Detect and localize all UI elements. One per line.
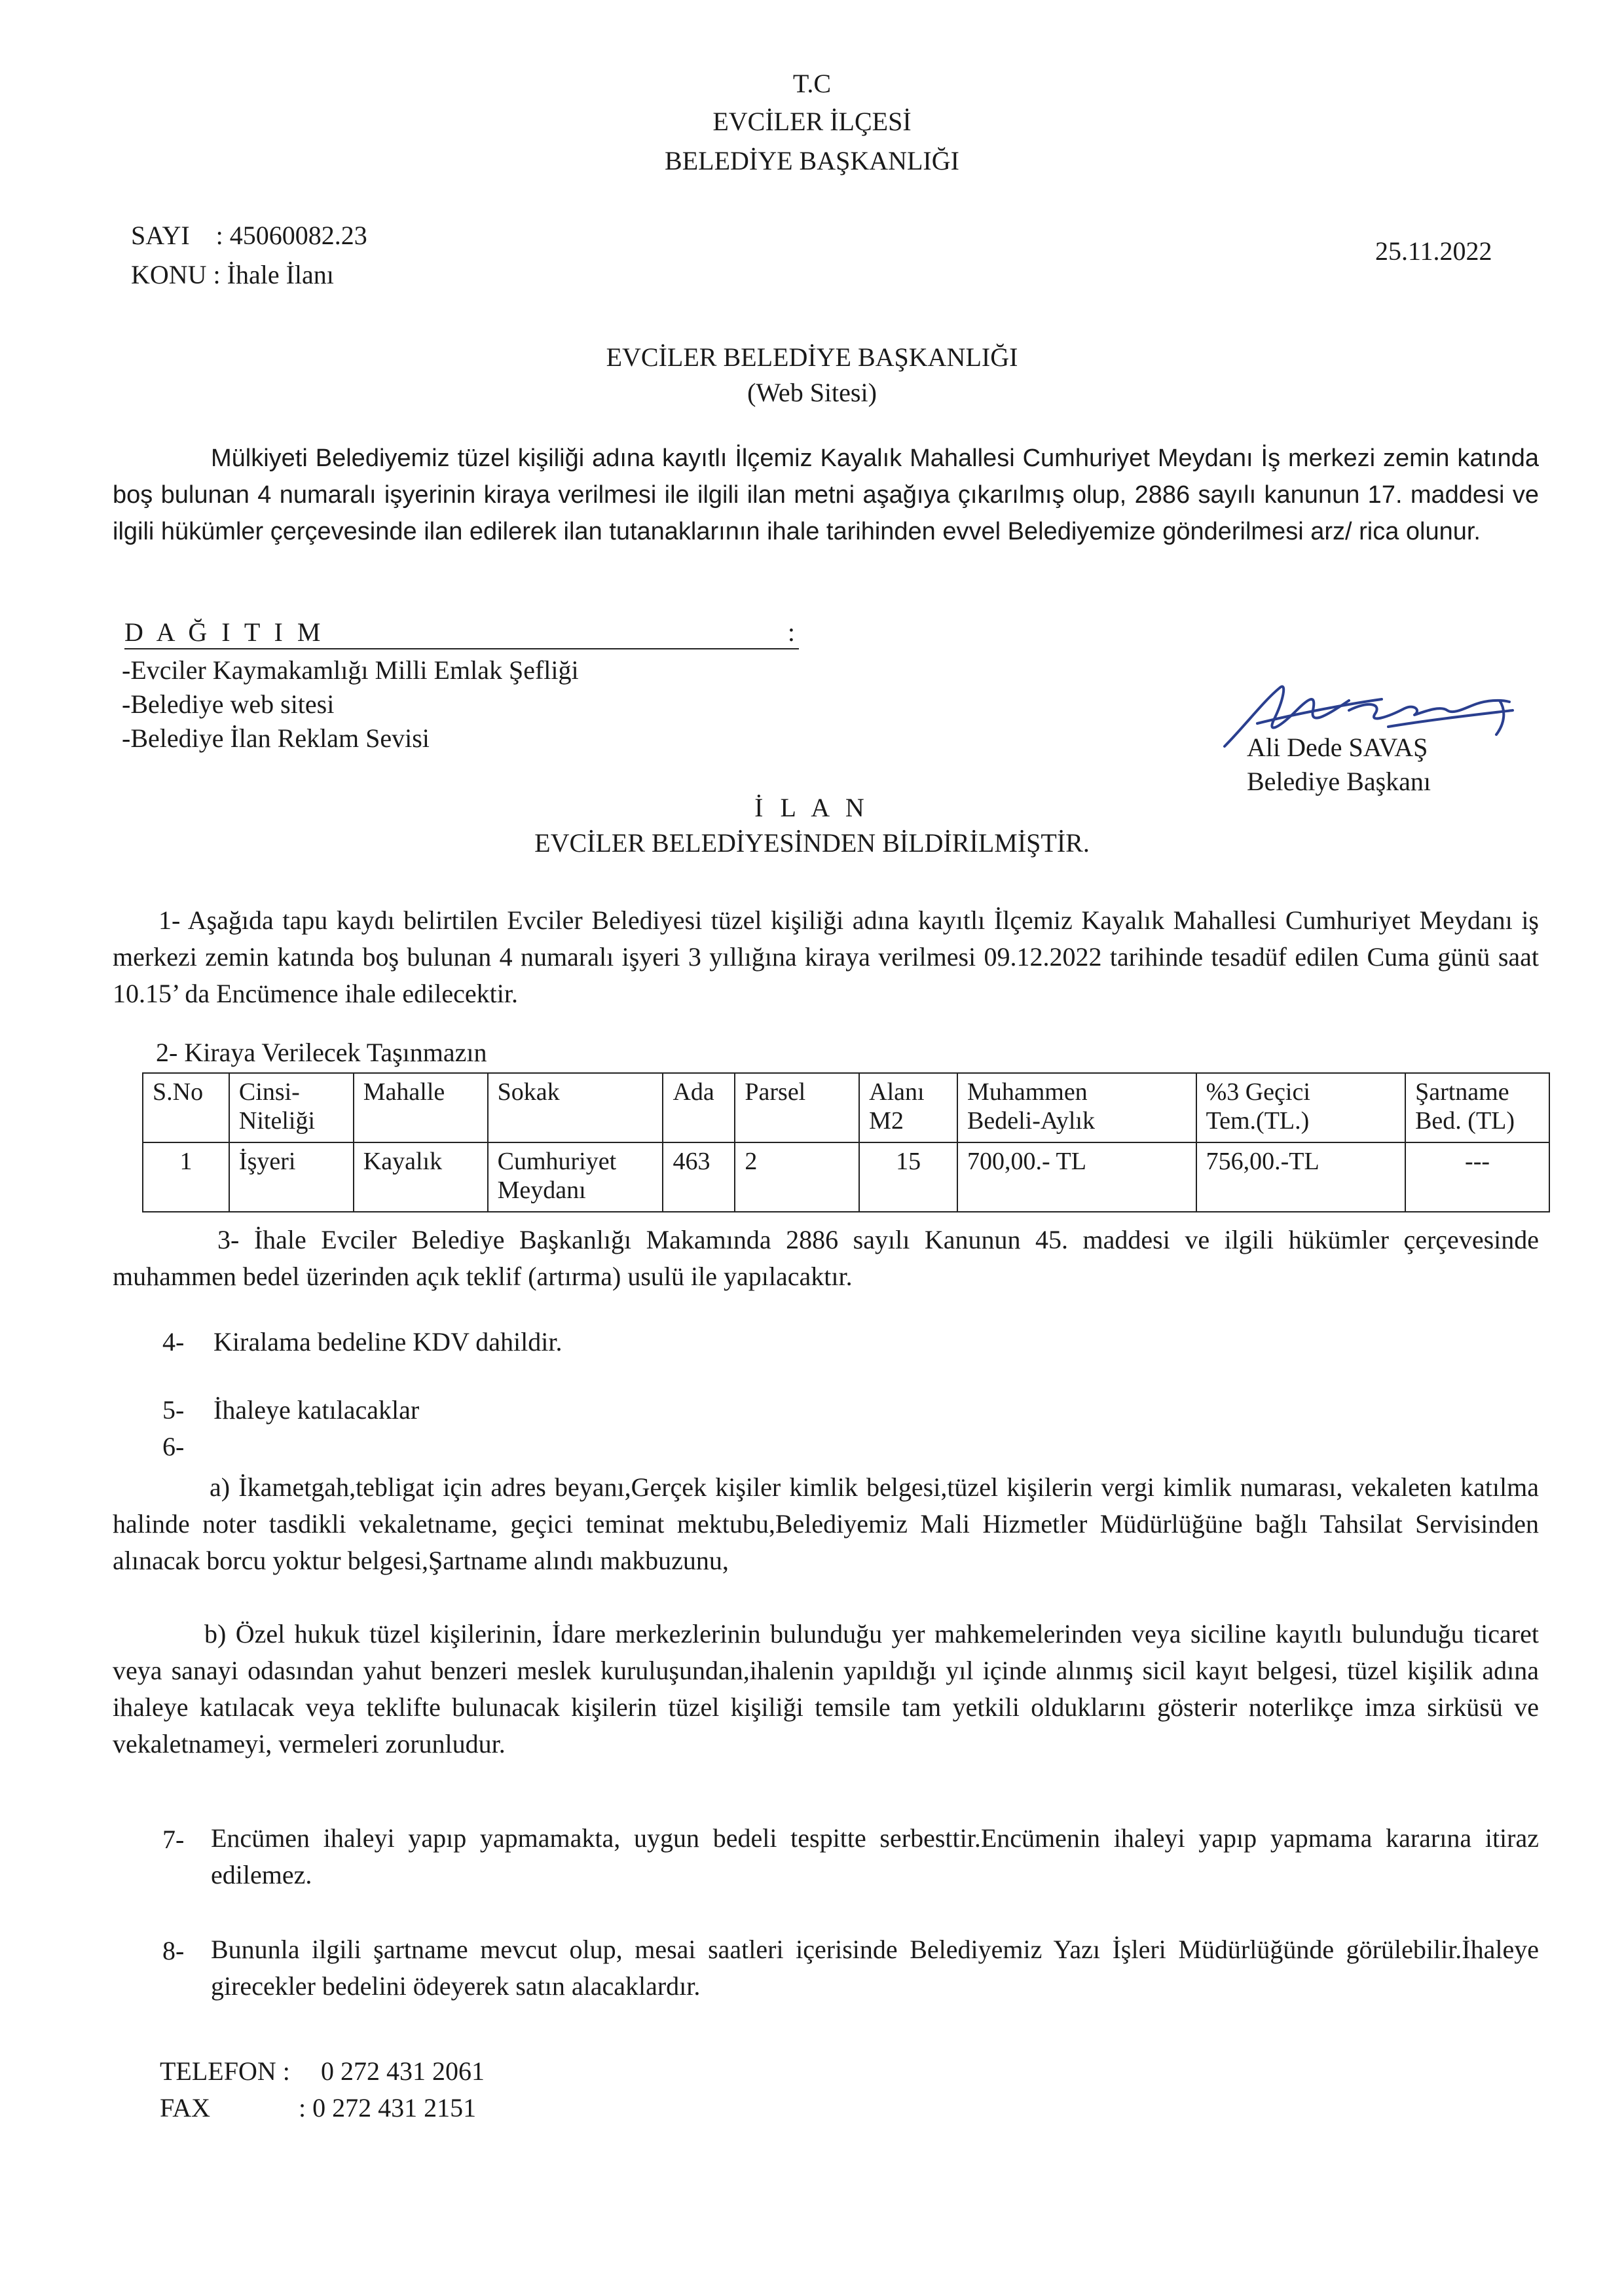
property-table bbox=[142, 1072, 1550, 1212]
cell-parsel: 2 bbox=[735, 1142, 859, 1212]
telephone-label: TELEFON : bbox=[160, 2056, 290, 2086]
cell-ada: 463 bbox=[663, 1142, 735, 1212]
col-header-alan: Alanı M2 bbox=[859, 1073, 957, 1142]
header-district: EVCİLER İLÇESİ bbox=[712, 107, 912, 136]
recipient-title: EVCİLER BELEDİYE BAŞKANLIĞI bbox=[606, 342, 1018, 372]
document-date: 25.11.2022 bbox=[1375, 236, 1492, 266]
konu-line: KONU : İhale İlanı bbox=[131, 260, 334, 289]
col-header-gecici-teminat: %3 Geçici Tem.(TL.) bbox=[1196, 1073, 1406, 1142]
col-header-sartname: Şartname Bed. (TL) bbox=[1405, 1073, 1549, 1142]
cell-sokak: Cumhuriyet Meydanı bbox=[488, 1142, 663, 1212]
item-7-number: 7- bbox=[162, 1825, 185, 1854]
item-6b-paragraph: b) Özel hukuk tüzel kişilerinin, İdare merkezlerinin bulunduğu yer mahkemelerinden veya siciline kayıtlı bulunduğu ticaret veya sanayi odasından yahut benzeri meslek kuruluşundan,ihalenin yapıldığı yıl içinde alınmış sicil kayıt belgesi, tüzel kişilik adına ihaleye katılacak veya teklifte bulunacak kişilerin tüzel kişiliği temsile tam yetkili olduklarını gösterir noterlikçe imza sirküsü ve vekaletnameyi, vermeleri zorunludur. bbox=[113, 1619, 1539, 1758]
distribution-colon: : bbox=[787, 617, 799, 647]
item-4-number: 4- bbox=[162, 1327, 185, 1357]
item-8-number: 8- bbox=[162, 1936, 185, 1965]
col-header-ada: Ada bbox=[663, 1073, 735, 1142]
cell-alan: 15 bbox=[859, 1142, 957, 1212]
distribution-heading bbox=[124, 619, 799, 649]
item-6a-paragraph: a) İkametgah,tebligat için adres beyanı,Gerçek kişiler kimlik belgesi,tüzel kişilerin vergi kimlik numarası, vekaleten katılma halinde noter tasdikli vekaletname, geçici teminat mektubu,Belediyemiz Mali Hizmetler Müdürlüğüne bağlı Tahsilat Servisinden alınacak borcu yoktur belgesi,Şartname alındı makbuzunu, bbox=[113, 1472, 1539, 1575]
item-6-number: 6- bbox=[162, 1432, 185, 1461]
recipient-subtitle: (Web Sitesi) bbox=[747, 378, 877, 407]
distribution-heading-text: D A Ğ I T I M bbox=[124, 617, 325, 647]
cell-cinsi: İşyeri bbox=[229, 1142, 354, 1212]
item-2-label: 2- Kiraya Verilecek Taşınmazın bbox=[156, 1038, 487, 1067]
item-5-text: İhaleye katılacaklar bbox=[213, 1395, 420, 1425]
col-header-cinsi: Cinsi- Niteliği bbox=[229, 1073, 354, 1142]
cell-gecici-teminat: 756,00.-TL bbox=[1196, 1142, 1406, 1212]
ilan-subheading: EVCİLER BELEDİYESİNDEN BİLDİRİLMİŞTİR. bbox=[534, 828, 1090, 858]
cell-sno: 1 bbox=[143, 1142, 229, 1212]
signatory-title: Belediye Başkanı bbox=[1247, 767, 1431, 796]
signatory-name: Ali Dede SAVAŞ bbox=[1247, 733, 1428, 762]
table-row bbox=[143, 1142, 1549, 1212]
table-header-row bbox=[143, 1073, 1549, 1142]
col-header-mahalle: Mahalle bbox=[354, 1073, 488, 1142]
item-5-number: 5- bbox=[162, 1395, 185, 1425]
intro-paragraph: Mülkiyeti Belediyemiz tüzel kişiliği adına kayıtlı İlçemiz Kayalık Mahallesi Cumhuriyet Meydanı İş merkezi zemin katında boş bulunan 4 numaralı işyerinin kiraya verilmesi ile ilgili ilan metni aşağıya çıkarılmış olup, 2886 sayılı kanunun 17. maddesi ve ilgili hükümler çerçevesinde ilan edilerek ilan tutanaklarının ihale tarihinden evvel Belediyemize gönderilmesi arz/ rica olunur. bbox=[113, 445, 1539, 545]
item-3-paragraph: 3- İhale Evciler Belediye Başkanlığı Makamında 2886 sayılı Kanunun 45. maddesi ve ilgili hükümler çerçevesinde muhammen bedel üzerinden açık teklif (artırma) usulü ile yapılacaktır. bbox=[113, 1225, 1539, 1291]
telephone-value: 0 272 431 2061 bbox=[321, 2056, 485, 2086]
item-4-text: Kiralama bedeline KDV dahildir. bbox=[213, 1327, 563, 1357]
fax-value: : 0 272 431 2151 bbox=[299, 2093, 477, 2123]
distribution-item-3: -Belediye İlan Reklam Sevisi bbox=[122, 723, 430, 753]
item-8-text: Bununla ilgili şartname mevcut olup, mesai saatleri içerisinde Belediyemiz Yazı İşleri Müdürlüğünde görülebilir.İhaleye girecekler bedelini ödeyerek satın alacaklardır. bbox=[211, 1935, 1539, 2001]
distribution-item-2: -Belediye web sitesi bbox=[122, 689, 335, 719]
sayi-line: SAYI : 45060082.23 bbox=[131, 221, 367, 250]
cell-muhammen: 700,00.- TL bbox=[957, 1142, 1196, 1212]
col-header-sokak: Sokak bbox=[488, 1073, 663, 1142]
cell-mahalle: Kayalık bbox=[354, 1142, 488, 1212]
fax-label: FAX bbox=[160, 2093, 211, 2123]
item-1-paragraph: 1- Aşağıda tapu kaydı belirtilen Evciler Belediyesi tüzel kişiliği adına kayıtlı İlçemiz Kayalık Mahallesi Cumhuriyet Meydanı iş merkezi zemin katında boş bulunan 4 numaralı işyeri 3 yıllığına kiraya verilmesi 09.12.2022 tarihinde tesadüf edilen Cuma günü saat 10.15’ da Encümence ihale edilecektir. bbox=[113, 905, 1539, 1008]
col-header-muhammen: Muhammen Bedeli-Aylık bbox=[957, 1073, 1196, 1142]
header-municipality: BELEDİYE BAŞKANLIĞI bbox=[665, 146, 959, 175]
cell-sartname: --- bbox=[1405, 1142, 1549, 1212]
distribution-item-1: -Evciler Kaymakamlığı Milli Emlak Şefliği bbox=[122, 655, 579, 685]
col-header-sno: S.No bbox=[143, 1073, 229, 1142]
header-tc: T.C bbox=[792, 69, 832, 98]
item-7-text: Encümen ihaleyi yapıp yapmamakta, uygun bedeli tespitte serbesttir.Encümenin ihaleyi yapıp yapmama kararına itiraz edilemez. bbox=[211, 1823, 1539, 1889]
col-header-parsel: Parsel bbox=[735, 1073, 859, 1142]
ilan-heading: İ L A N bbox=[754, 793, 870, 822]
